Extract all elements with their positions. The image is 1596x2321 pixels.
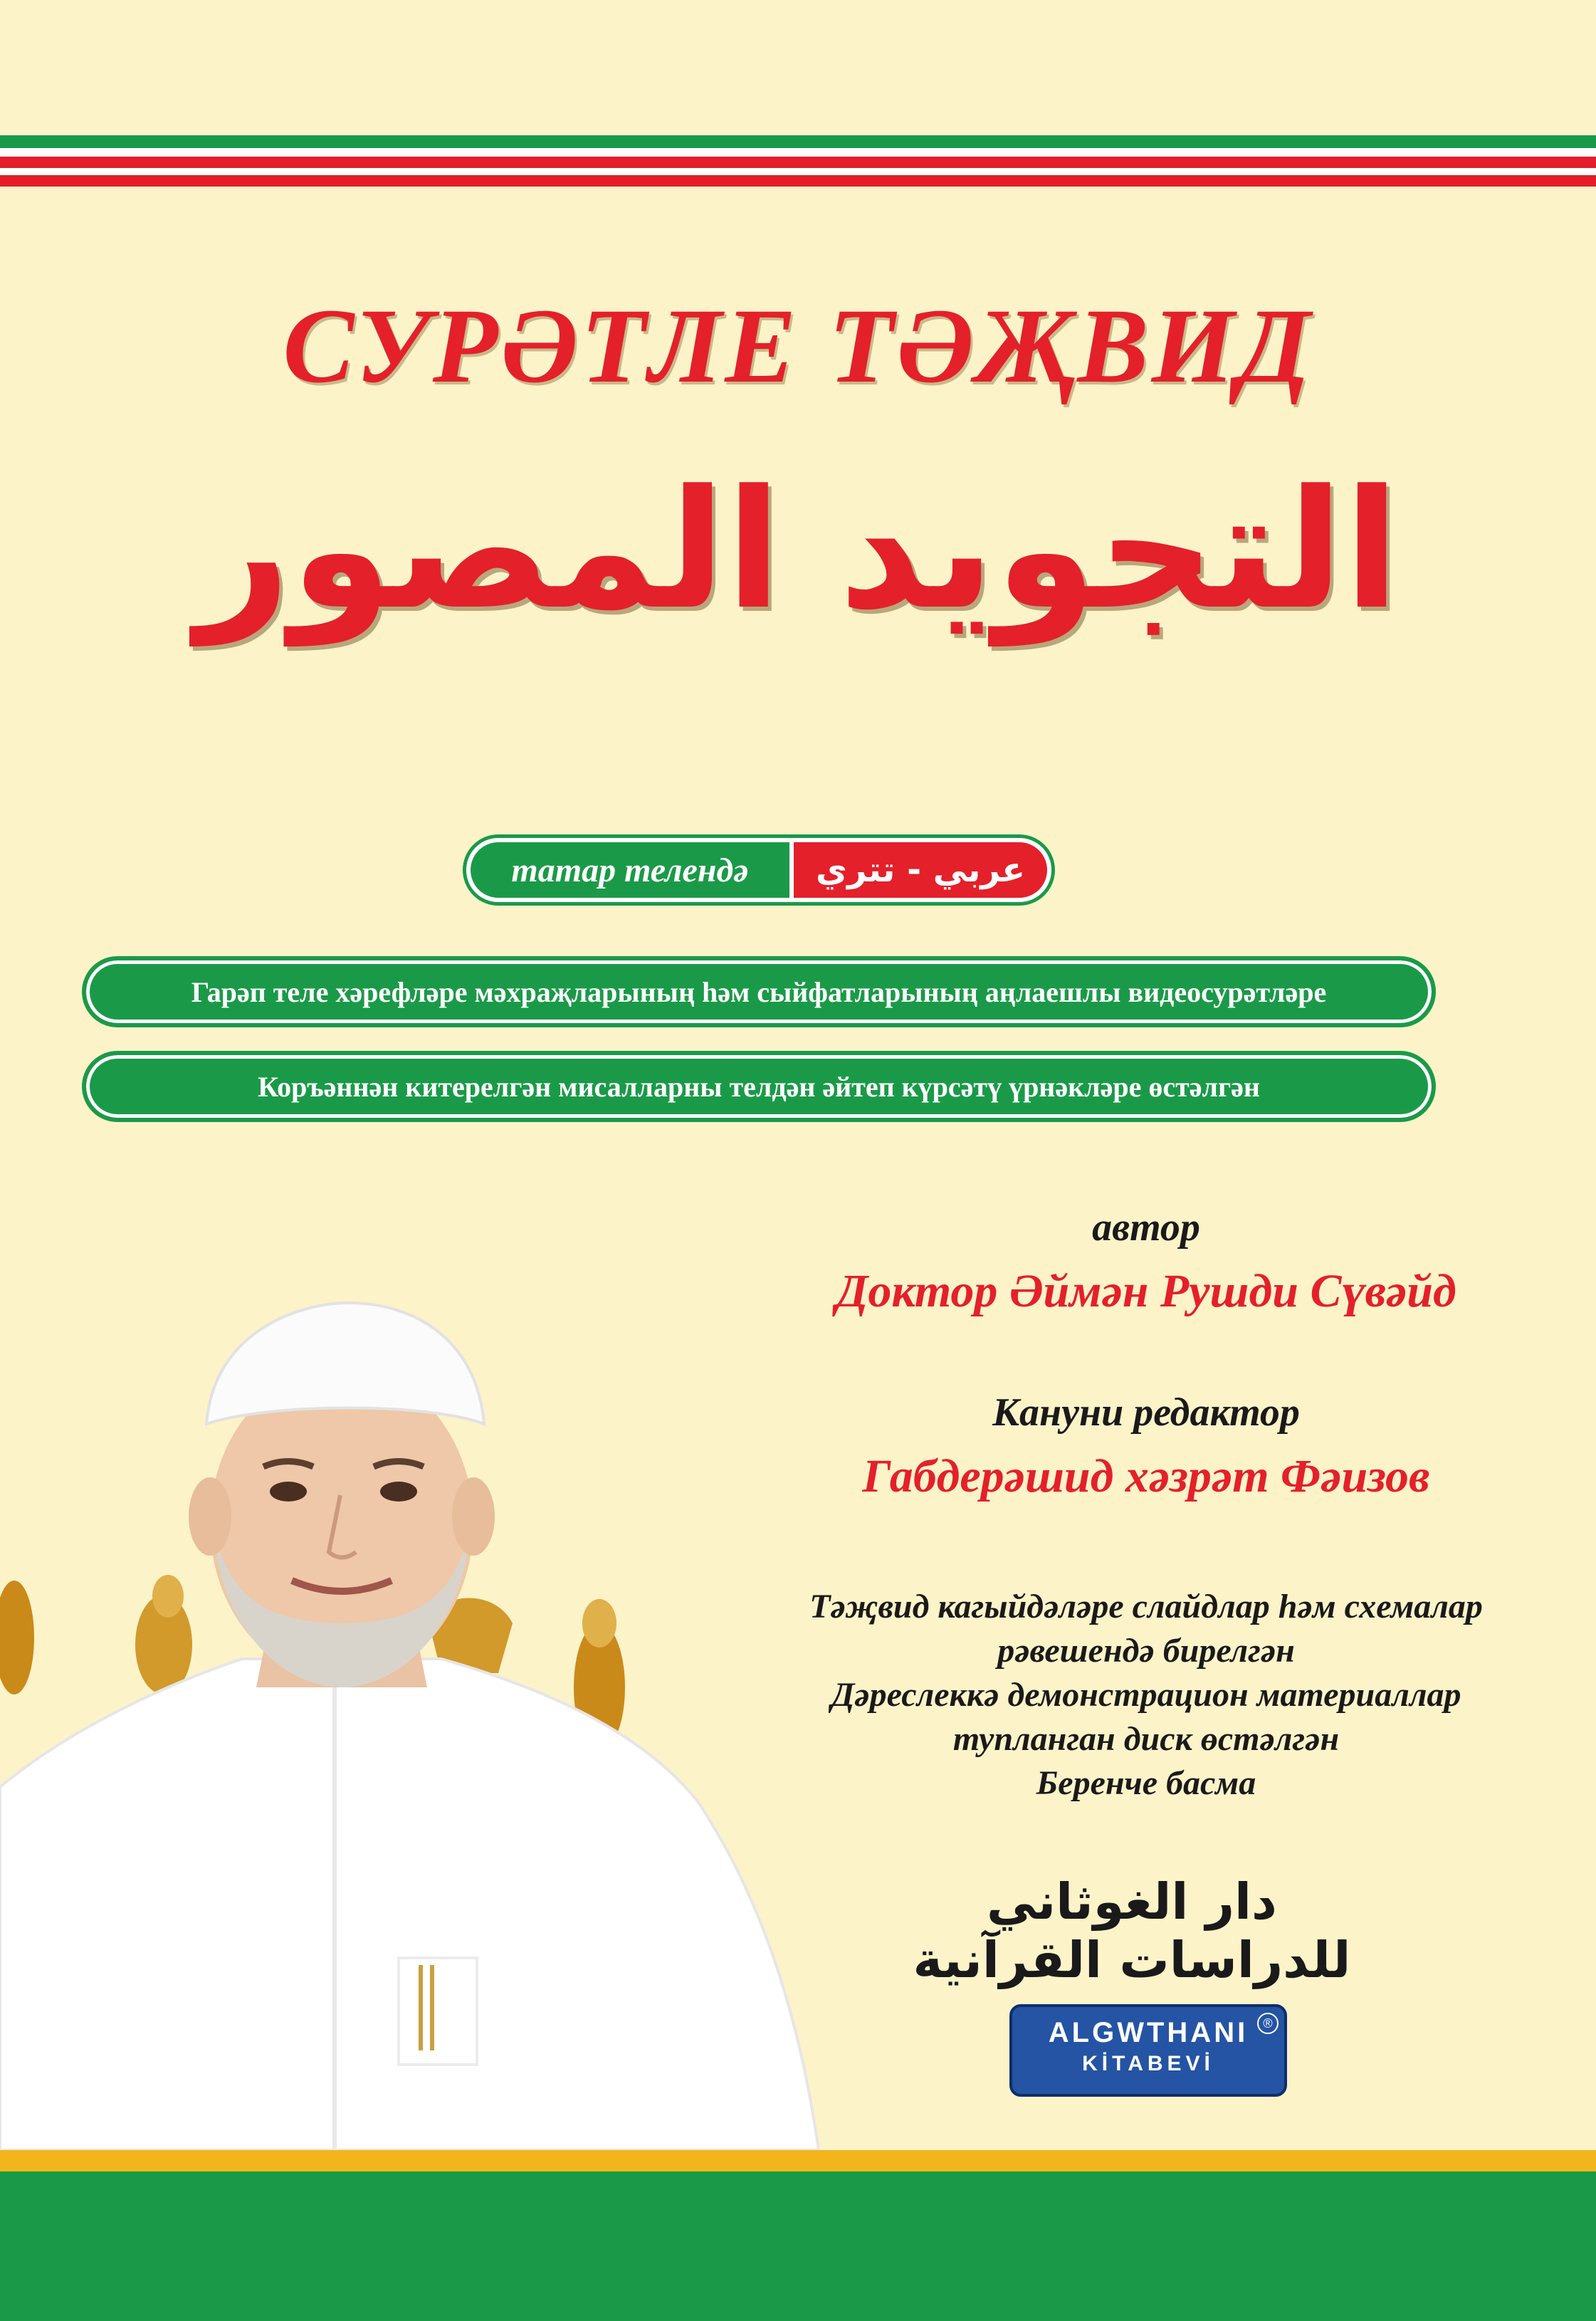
title-arabic-calligraphy: التجويد المصور <box>196 456 1400 646</box>
logo-line-2: KİTABEVİ <box>1082 2052 1214 2075</box>
language-pill <box>463 834 1055 906</box>
logo-line-1: ALGWTHANI <box>1048 2017 1249 2048</box>
description-line: Дәреслеккә демонстрацион материаллар <box>831 1676 1461 1714</box>
editor-label: Кануни редактор <box>992 1390 1300 1435</box>
description-block <box>755 1585 1538 1806</box>
top-stripe-white <box>0 148 1596 157</box>
robe <box>0 1659 819 2150</box>
description-line: Тәҗвид кагыйдәләре слайдлар һәм схемалар <box>809 1588 1483 1625</box>
title-cyrillic: СУРӘТЛЕ ТӘҖВИД <box>283 287 1313 405</box>
registered-mark: ® <box>1257 2013 1279 2034</box>
description-line: Беренче басма <box>1036 1764 1256 1802</box>
white-cap <box>206 1303 484 1424</box>
description-line: тупланган диск өстәлгән <box>952 1720 1340 1758</box>
author-portrait-image <box>0 1289 826 2150</box>
language-tatar: татар телендә <box>466 838 794 902</box>
description-line: рәвешендә бирелгән <box>997 1632 1295 1670</box>
chair-ornament-left <box>0 1575 192 1694</box>
author-label: автор <box>1092 1205 1200 1249</box>
top-stripe-red-2 <box>0 175 1596 187</box>
bottom-stripe-yellow <box>0 2150 1596 2171</box>
feature-banner-1: Гарәп теле хәрефләре мәхраҗларының һәм сыйфатларының аңлаешлы видеосурәтләре <box>82 956 1436 1027</box>
language-arabic: عربي - تتري <box>794 838 1051 902</box>
author-name: Доктор Әймән Рушди Сүвәйд <box>836 1265 1456 1317</box>
editor-name: Габдерәшид хәзрәт Фәизов <box>862 1450 1430 1502</box>
feature-banner-2: Коръәннән китерелгән мисалларны телдән әйтеп күрсәтү үрнәкләре өстәлгән <box>82 1051 1436 1122</box>
publisher-logo <box>1009 2004 1287 2097</box>
bottom-stripe-green <box>0 2171 1596 2321</box>
top-stripe-red <box>0 157 1596 168</box>
top-stripe-green <box>0 135 1596 148</box>
top-stripe-white-2 <box>0 168 1596 175</box>
publisher-arabic-calligraphy: دار الغوثاني للدراسات القرآنية <box>913 1872 1351 1989</box>
